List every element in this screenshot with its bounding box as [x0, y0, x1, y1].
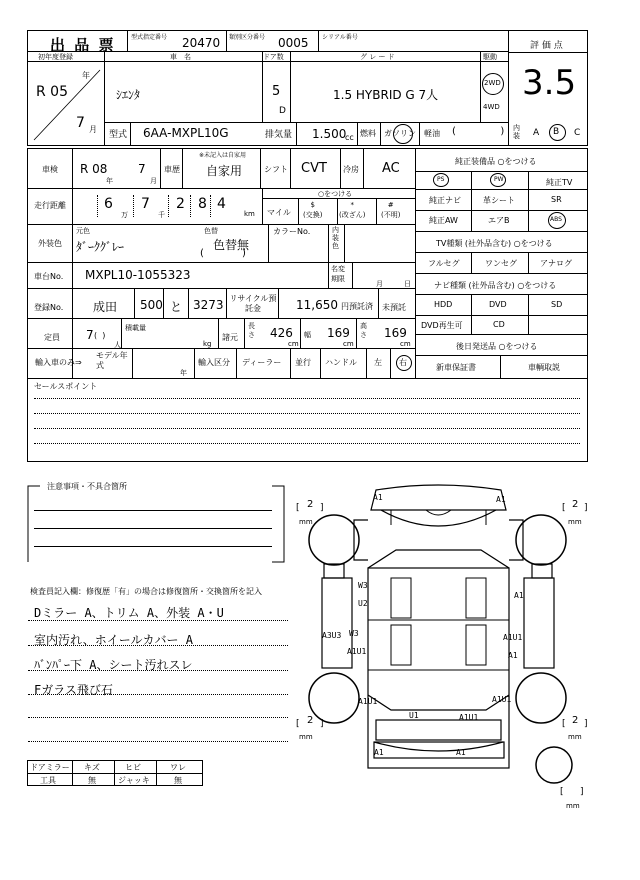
recycle-value: 11,650: [296, 298, 338, 312]
mileage-label: 走行距離: [34, 201, 66, 210]
doors-sub: D: [279, 106, 286, 116]
tire-fr-mm: mm: [568, 518, 582, 526]
svg-text:[: [: [296, 719, 300, 729]
svg-text:[: [: [296, 503, 300, 513]
tire-rr-mm: mm: [568, 733, 582, 741]
later-title: 後日発送品 ○をつける: [456, 342, 538, 351]
tv-one: ワンセグ: [485, 259, 517, 268]
capacity-label: 定員: [44, 333, 60, 342]
notes-bracket: [26, 484, 286, 564]
svg-text:A1: A1: [514, 591, 524, 600]
light-oil-label: 軽油: [424, 129, 440, 138]
equip-ps: PS: [437, 176, 445, 183]
equipment-title: 純正装備品 ○をつける: [455, 157, 537, 166]
tire-fl-mm: mm: [299, 518, 313, 526]
note-line-3: ﾊﾞﾝﾊﾟｰ下 A、シート汚れスレ: [34, 658, 193, 672]
equip-aw: 純正AW: [429, 216, 458, 225]
type-label: 型式: [109, 130, 128, 140]
svg-text:A1U1: A1U1: [503, 633, 523, 642]
equip-ps-circle: [433, 173, 449, 187]
tire-rl-value: 2: [307, 715, 314, 726]
mileage-unit-note: ○をつける: [318, 190, 353, 198]
recycle-label: リサイクル預託金: [229, 294, 277, 313]
inspector-title: 検査員記入欄：修復歴「有」の場合は修復箇所・交換箇所を記入: [30, 587, 262, 596]
svg-text:A3U3: A3U3: [322, 631, 342, 640]
length-label: 長さ: [248, 322, 255, 339]
unpaid-label: 未預託: [382, 303, 406, 312]
dealer-label: ディーラー: [242, 358, 282, 367]
legend-tools-val: 無: [88, 776, 96, 785]
load-label: 積載量: [125, 324, 146, 332]
height-value: 169: [384, 326, 407, 340]
note-line-1: Dミラー A、トリム A、外装 A・U: [34, 606, 224, 620]
drive-2wd: 2WD: [484, 79, 501, 87]
category-label: 類別区分番号: [229, 34, 266, 41]
svg-text:A1: A1: [456, 748, 466, 757]
inspection-year: R 08: [80, 162, 108, 176]
sheet-title: 出 品 票: [50, 36, 116, 54]
tire-fr-value: 2: [572, 499, 579, 510]
inspection-year-mark: 年: [106, 177, 113, 185]
equip-abs: ABS: [550, 216, 562, 223]
legend-crack: ヒビ: [125, 763, 141, 772]
car-diagram: [296, 480, 596, 810]
mileage-digit-4: 8: [198, 196, 207, 212]
color-no-label: カラーNo.: [273, 227, 311, 236]
mileage-digit-2: 7: [141, 196, 150, 212]
width-value: 169: [327, 326, 350, 340]
length-cm: cm: [288, 340, 299, 348]
model-designation-value: 20470: [182, 36, 221, 50]
navi-hdd: HDD: [434, 300, 453, 309]
model-year-unit: 年: [180, 369, 187, 377]
reg-area: 成田: [93, 300, 118, 314]
recolor-paren: ( ): [200, 248, 246, 259]
name-change-month: 月: [376, 280, 383, 288]
svg-text:A1U1: A1U1: [459, 713, 479, 722]
name-change-day: 日: [404, 280, 411, 288]
svg-text:A1U1: A1U1: [358, 697, 378, 706]
legend-jack: ジャッキ: [118, 776, 150, 785]
svg-text:[: [: [560, 787, 564, 797]
svg-text:A1: A1: [508, 651, 518, 660]
tire-rl-mm: mm: [299, 733, 313, 741]
svg-text:]: ]: [320, 719, 324, 729]
width-cm: cm: [343, 340, 354, 348]
car-name-value: ｼｴﾝﾀ: [116, 88, 141, 102]
year-mark: 年: [82, 71, 90, 80]
interior-color-label: 内装色: [332, 226, 339, 250]
fuel-circle: [393, 124, 413, 144]
handle-left: 左: [374, 358, 382, 367]
navi-sd: SD: [551, 300, 563, 309]
orig-color-value: ﾀﾞｰｸｸﾞﾚｰ: [76, 240, 125, 254]
color-label: 外装色: [38, 239, 62, 248]
inspection-month-mark: 月: [150, 177, 157, 185]
height-cm: cm: [400, 340, 411, 348]
equip-tv: 純正TV: [546, 178, 573, 187]
equip-pw: PW: [494, 176, 504, 183]
svg-text:A1: A1: [374, 748, 384, 757]
first-reg-year: R 05: [36, 84, 68, 100]
handle-right: 右: [399, 358, 407, 367]
equip-sr: SR: [551, 195, 562, 204]
reg-label: 登録No.: [34, 303, 64, 312]
inspection-month: 7: [138, 162, 146, 176]
mileage-digit-1: 6: [104, 196, 113, 212]
spare-mm: mm: [566, 802, 580, 810]
grade-label: グ レ ー ド: [360, 53, 395, 61]
score-value: 3.5: [522, 63, 577, 103]
mileage-digit-3: 2: [176, 196, 185, 212]
doors-value: 5: [272, 84, 281, 99]
svg-text:]: ]: [584, 503, 588, 513]
tire-fl-value: 2: [307, 499, 314, 510]
equip-pw-circle: [490, 173, 506, 187]
category-value: 0005: [278, 36, 309, 50]
history-value: 自家用: [206, 164, 243, 178]
score-label: 評 価 点: [530, 41, 563, 51]
svg-text:A1U1: A1U1: [347, 647, 367, 656]
model-year-label: モデル年式: [96, 351, 128, 370]
legend-mirror: ドアミラー: [30, 763, 70, 772]
history-label: 車歴: [164, 165, 180, 174]
capacity-paren: ( ): [94, 331, 106, 340]
svg-text:A1U1: A1U1: [492, 695, 512, 704]
equip-airbag: エアB: [488, 216, 510, 225]
reg-number: 3273: [193, 298, 224, 312]
sen-mark: 千: [158, 211, 165, 219]
svg-text:[: [: [562, 719, 566, 729]
later-manual: 車輌取説: [528, 363, 560, 372]
recolor-value: 色替無: [213, 238, 250, 252]
width-label: 幅: [304, 331, 311, 339]
interior-label: 内装: [513, 124, 520, 140]
equip-leather: 革シート: [483, 196, 515, 205]
notes-title: 注意事項・不具合箇所: [47, 482, 127, 491]
shift-value: CVT: [301, 161, 327, 176]
shift-label: シフト: [264, 165, 288, 174]
svg-text:U2: U2: [358, 599, 368, 608]
length-value: 426: [270, 326, 293, 340]
height-label: 高さ: [360, 322, 367, 339]
svg-text:W3: W3: [358, 581, 368, 590]
displacement-label: 排気量: [265, 130, 293, 140]
interior-c: C: [574, 128, 581, 138]
tv-full: フルセグ: [428, 259, 460, 268]
chassis-label: 車台No.: [34, 272, 64, 281]
car-name-label: 車 名: [170, 53, 191, 61]
fuel-value: ガソリン: [384, 129, 416, 138]
parallel-label: 並行: [295, 358, 311, 367]
reg-kana: と: [170, 300, 183, 314]
tire-rr-value: 2: [572, 715, 579, 726]
name-change-label: 名変期限: [331, 265, 345, 283]
interior-b: B: [553, 127, 560, 137]
drive-4wd: 4WD: [483, 103, 500, 111]
fuel-label: 燃料: [360, 129, 376, 138]
svg-text:]: ]: [580, 787, 584, 797]
svg-text:]: ]: [320, 503, 324, 513]
serial-label: シリアル番号: [322, 34, 358, 41]
import-label: 輸入車のみ⇒: [35, 358, 82, 367]
svg-text:W3: W3: [349, 629, 359, 638]
legend-scratch: キズ: [84, 763, 100, 772]
inspection-label: 車検: [42, 165, 58, 174]
ac-label: 冷房: [343, 165, 359, 174]
grade-value: 1.5 HYBRID G 7人: [333, 88, 439, 102]
legend-break: ワレ: [170, 763, 186, 772]
type-value: 6AA-MXPL10G: [143, 126, 229, 140]
exchanged-label: $ (交換): [303, 201, 323, 219]
tv-title: TV種類 (社外品含む) ○をつける: [436, 239, 553, 248]
cd: CD: [493, 320, 505, 329]
km-mark: km: [244, 210, 255, 218]
sales-point-label: セールスポイント: [34, 382, 98, 391]
chassis-value: MXPL10-1055323: [85, 268, 191, 282]
navi-title: ナビ種類 (社外品含む) ○をつける: [434, 281, 557, 290]
svg-text:]: ]: [584, 719, 588, 729]
model-designation-label: 型式指定番号: [131, 34, 168, 41]
ac-value: AC: [382, 161, 400, 176]
capacity-value: 7: [86, 328, 94, 342]
load-unit: kg: [203, 340, 212, 348]
unknown-label: # (不明): [381, 201, 401, 219]
first-reg-month: 7: [76, 115, 85, 131]
interior-a: A: [533, 128, 540, 138]
dvd-play: DVD再生可: [421, 321, 463, 330]
drive-label: 駆動: [483, 53, 497, 61]
man-mark: 万: [121, 211, 128, 219]
note-line-4: Fガラス飛び石: [34, 683, 113, 697]
month-mark: 月: [89, 125, 97, 134]
doors-label: ドア数: [263, 53, 284, 61]
legend-jack-val: 無: [174, 776, 182, 785]
equip-navi: 純正ナビ: [429, 196, 461, 205]
history-note: ※未記入は自家用: [199, 152, 247, 159]
first-reg-label: 初年度登録: [38, 53, 73, 61]
light-oil-paren: ( ): [452, 126, 505, 137]
cc-unit: cc: [345, 133, 354, 142]
import-type-label: 輸入区分: [198, 358, 230, 367]
tv-analog: アナログ: [540, 259, 572, 268]
handle-label: ハンドル: [325, 358, 357, 367]
svg-text:A1: A1: [496, 495, 506, 504]
reg-class: 500: [140, 298, 163, 312]
note-line-2: 室内汚れ、ホイールカバー A: [34, 633, 193, 647]
mile-label: マイル: [267, 208, 291, 217]
capacity-unit: 人: [114, 341, 121, 349]
orig-color-label: 元色: [76, 227, 90, 235]
svg-text:[: [: [562, 503, 566, 513]
svg-text:U1: U1: [409, 711, 419, 720]
legend-tools: 工具: [40, 776, 56, 785]
displacement-value: 1.500: [312, 127, 347, 141]
recolor-label: 色替: [204, 227, 218, 235]
later-warranty: 新車保証書: [436, 363, 476, 372]
altered-label: * (改ざん): [339, 201, 366, 219]
dims-label: 諸元: [222, 333, 238, 342]
mileage-digit-5: 4: [217, 196, 226, 212]
navi-dvd: DVD: [489, 300, 507, 309]
recycle-unit: 円預託済: [341, 302, 373, 311]
svg-text:A1: A1: [373, 493, 383, 502]
